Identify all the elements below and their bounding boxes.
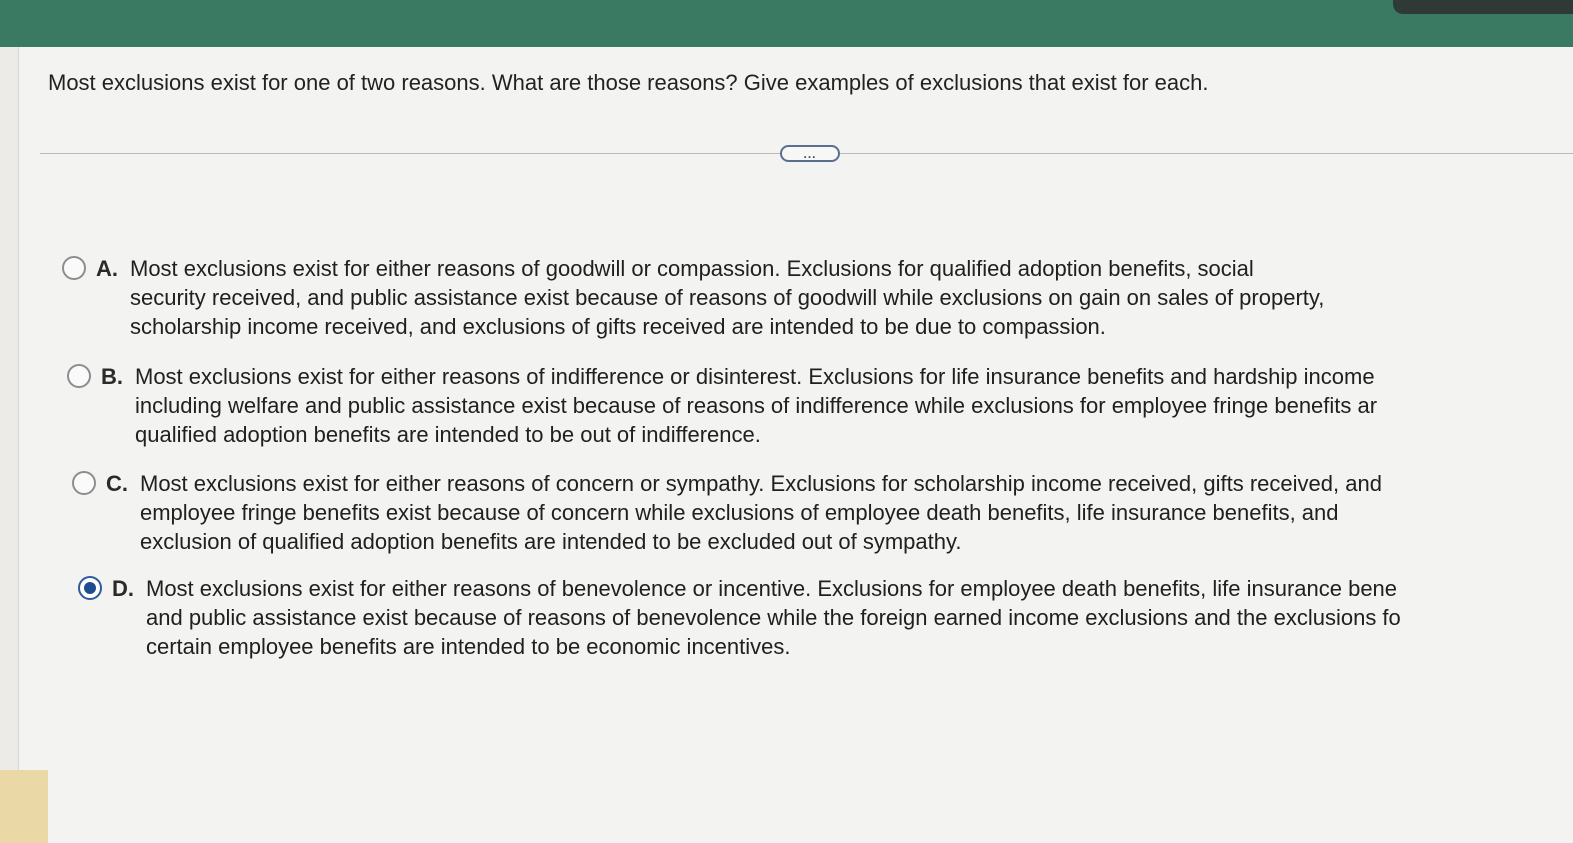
radio-button-a[interactable] (62, 256, 86, 280)
option-d-line-1: Most exclusions exist for either reasons of benevolence or incentive. Exclusions for employee death benefits, life insurance bene (146, 576, 1398, 601)
option-c-line-1: Most exclusions exist for either reasons of concern or sympathy. Exclusions for scholarship income received, gifts received, and (140, 471, 1382, 496)
header-control[interactable] (1393, 0, 1573, 14)
option-a-line-1: Most exclusions exist for either reasons of goodwill or compassion. Exclusions for qualified adoption benefits, social (130, 256, 1254, 281)
option-text-b (135, 362, 1377, 449)
radio-button-c[interactable] (72, 471, 96, 495)
option-letter-c: C. (106, 471, 128, 496)
question-text: Most exclusions exist for one of two reasons. What are those reasons? Give examples of exclusions that exist for each. (48, 70, 1209, 95)
option-a-line-2: security received, and public assistance exist because of reasons of goodwill while exclusions on gain on sales of property, (130, 285, 1325, 310)
option-text-c (140, 469, 1382, 556)
radio-button-d-selected[interactable] (78, 576, 102, 600)
option-d-line-3: certain employee benefits are intended to be economic incentives. (146, 634, 791, 659)
top-header-bar (0, 0, 1573, 47)
option-b-line-2: including welfare and public assistance exist because of reasons of indifference while exclusions for employee fringe benefits ar (135, 393, 1378, 418)
option-c-line-2: employee fringe benefits exist because of concern while exclusions of employee death benefits, life insurance benefits, and (140, 500, 1339, 525)
option-d-line-2: and public assistance exist because of reasons of benevolence while the foreign earned income exclusions and the exclusions fo (146, 605, 1401, 630)
option-letter-d: D. (112, 576, 134, 601)
left-corner-panel (0, 770, 48, 843)
option-letter-a: A. (96, 256, 118, 281)
option-letter-b: B. (101, 364, 123, 389)
option-text-d (146, 574, 1401, 661)
answer-option-a[interactable] (62, 254, 1324, 341)
option-a-line-3: scholarship income received, and exclusions of gifts received are intended to be due to compassion. (130, 314, 1106, 339)
answer-option-d[interactable] (78, 574, 1401, 661)
option-text-a (130, 254, 1324, 341)
expand-more-button[interactable]: ... (780, 145, 840, 162)
option-c-line-3: exclusion of qualified adoption benefits are intended to be excluded out of sympathy. (140, 529, 962, 554)
answer-option-b[interactable] (67, 362, 1377, 449)
answer-option-c[interactable] (72, 469, 1382, 556)
option-b-line-1: Most exclusions exist for either reasons of indifference or disinterest. Exclusions for life insurance benefits and hardship income (135, 364, 1375, 389)
radio-button-b[interactable] (67, 364, 91, 388)
option-b-line-3: qualified adoption benefits are intended to be out of indifference. (135, 422, 761, 447)
left-panel-edge (0, 47, 19, 770)
